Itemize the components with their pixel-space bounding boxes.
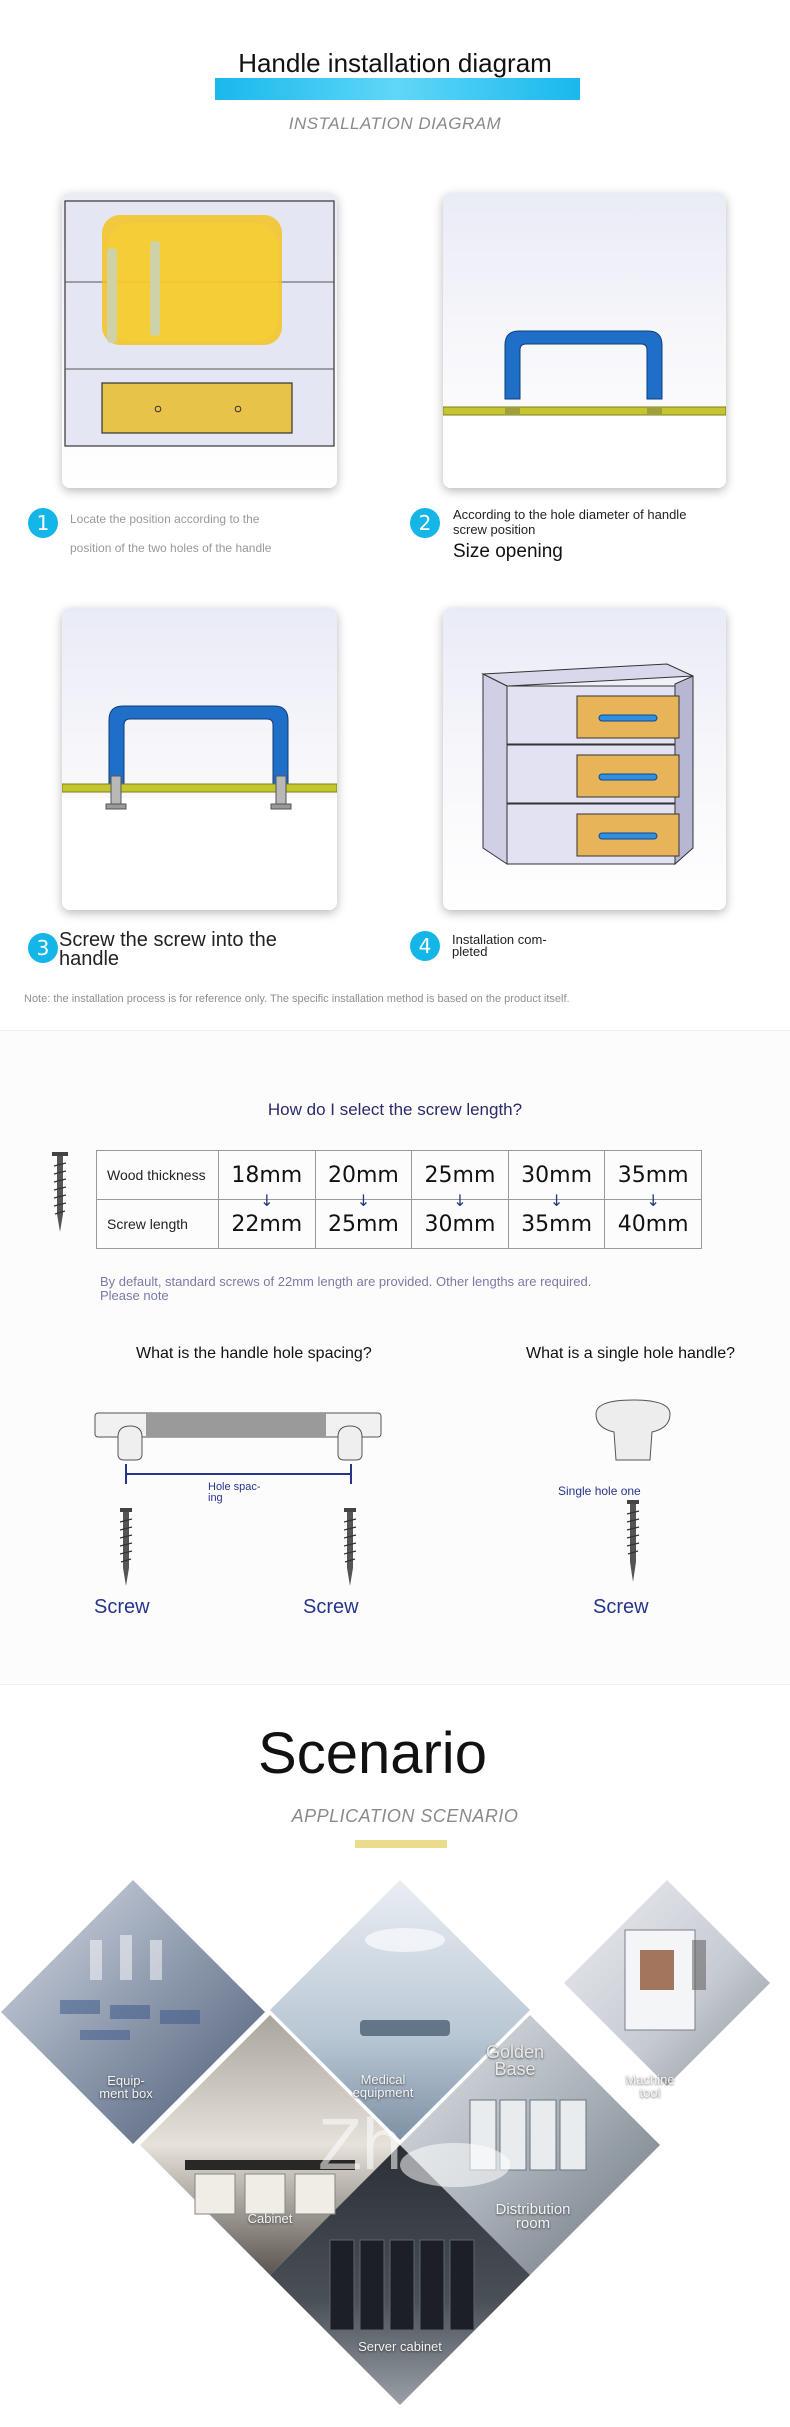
step-2-number: 2 — [410, 508, 440, 538]
screw-icon — [48, 1152, 72, 1234]
page-subtitle: INSTALLATION DIAGRAM — [288, 114, 502, 133]
hole-spacing-label-line-2: ing — [208, 1492, 223, 1504]
table-row-label: Wood thickness — [97, 1151, 219, 1200]
table-cell: 20mm ↓ — [315, 1151, 412, 1200]
step-3-caption-line-1: Screw the screw into the — [59, 929, 277, 951]
screw-length-question: How do I select the screw length? — [267, 1100, 523, 1119]
screw-label-middle: Screw — [303, 1596, 359, 1618]
table-cell: 35mm ↓ — [605, 1151, 702, 1200]
page-title: Handle installation diagram — [238, 48, 552, 78]
step-2-caption-line-1: According to the hole diameter of handle — [453, 507, 687, 522]
step-2-caption-line-2: screw position — [453, 522, 536, 537]
step-1-illustration — [62, 193, 337, 488]
arrow-down-icon: ↓ — [260, 1191, 274, 1210]
tile-label-line: Medical — [360, 2072, 406, 2087]
tile-label-line: equipment — [352, 2085, 414, 2100]
table-row — [97, 1151, 702, 1200]
tile-label-machine-tool — [610, 2073, 690, 2099]
tile-label-cabinet: Cabinet — [247, 2211, 293, 2226]
table-cell: 30mm — [412, 1200, 509, 1249]
screw-default-note — [100, 1275, 600, 1303]
tile-label-line: Machine — [625, 2072, 675, 2087]
watermark-text: Zh — [318, 2105, 403, 2185]
table-cell: 22mm — [219, 1200, 316, 1249]
screw-label-left: Screw — [94, 1596, 150, 1618]
step-1-caption-line-1: Locate the position according to the — [70, 512, 260, 526]
screw-note-line-1: By default, standard screws of 22mm length are provided. Other lengths are required. — [100, 1274, 592, 1289]
tile-label-distribution-room — [478, 2203, 588, 2231]
table-cell: 25mm — [315, 1200, 412, 1249]
table-cell: 30mm ↓ — [508, 1151, 605, 1200]
tile-label-medical-equipment — [338, 2073, 428, 2099]
tile-label-line: ment box — [99, 2086, 153, 2101]
tile-label-line: Golden — [485, 2042, 545, 2062]
step-4-caption-line-1: Installation com- — [452, 932, 547, 947]
tile-label-line: Base — [494, 2059, 536, 2079]
tile-label-line: room — [515, 2215, 551, 2232]
scenario-underline-bar — [355, 1840, 447, 1848]
single-hole-question: What is a single hole handle? — [526, 1345, 736, 1362]
step-4-illustration — [443, 608, 726, 910]
step-2-caption-line-3: Size opening — [453, 541, 563, 562]
hole-spacing-diagram — [88, 1408, 388, 1593]
table-cell: 35mm — [508, 1200, 605, 1249]
screw-length-table — [96, 1150, 702, 1249]
installation-note: Note: the installation process is for reference only. The specific installation method is based on the product itself. — [24, 993, 570, 1005]
arrow-down-icon: ↓ — [646, 1191, 660, 1210]
arrow-down-icon: ↓ — [549, 1191, 564, 1210]
hole-spacing-label-line-1: Hole spac- — [208, 1481, 261, 1493]
tile-label-server-cabinet: Server cabinet — [358, 2339, 442, 2354]
tile-label-line: Distribution — [495, 2201, 571, 2218]
table-row — [97, 1200, 702, 1249]
scenario-subtitle: APPLICATION SCENARIO — [291, 1806, 519, 1826]
tile-label-line: Equip- — [107, 2073, 145, 2088]
arrow-down-icon: ↓ — [453, 1191, 467, 1210]
table-cell: 40mm — [605, 1200, 702, 1249]
table-cell: 25mm ↓ — [412, 1151, 509, 1200]
step-3-illustration — [62, 608, 337, 910]
step-4-caption-line-2: pleted — [452, 944, 488, 959]
step-3-number: 3 — [28, 933, 58, 963]
tile-label-equipment-box — [86, 2074, 166, 2100]
title-highlight-bar — [215, 78, 580, 100]
screw-note-line-2: Please note — [100, 1288, 169, 1303]
screw-label-right: Screw — [593, 1596, 649, 1618]
step-3-caption-line-2: handle — [59, 948, 120, 970]
hole-spacing-question: What is the handle hole spacing? — [136, 1345, 372, 1362]
scenario-title: Scenario — [258, 1721, 487, 1786]
arrow-down-icon: ↓ — [356, 1191, 371, 1210]
tile-label-golden-base — [470, 2044, 560, 2078]
step-1-number: 1 — [28, 508, 58, 538]
step-4-number: 4 — [410, 931, 440, 961]
table-row-label: Screw length — [97, 1200, 219, 1249]
step-2-illustration — [443, 193, 726, 488]
table-cell: 18mm ↓ — [219, 1151, 316, 1200]
tile-label-line: tool — [639, 2085, 661, 2100]
step-1-caption-line-2: position of the two holes of the handle — [70, 541, 272, 555]
single-hole-label: Single hole one — [558, 1484, 641, 1498]
